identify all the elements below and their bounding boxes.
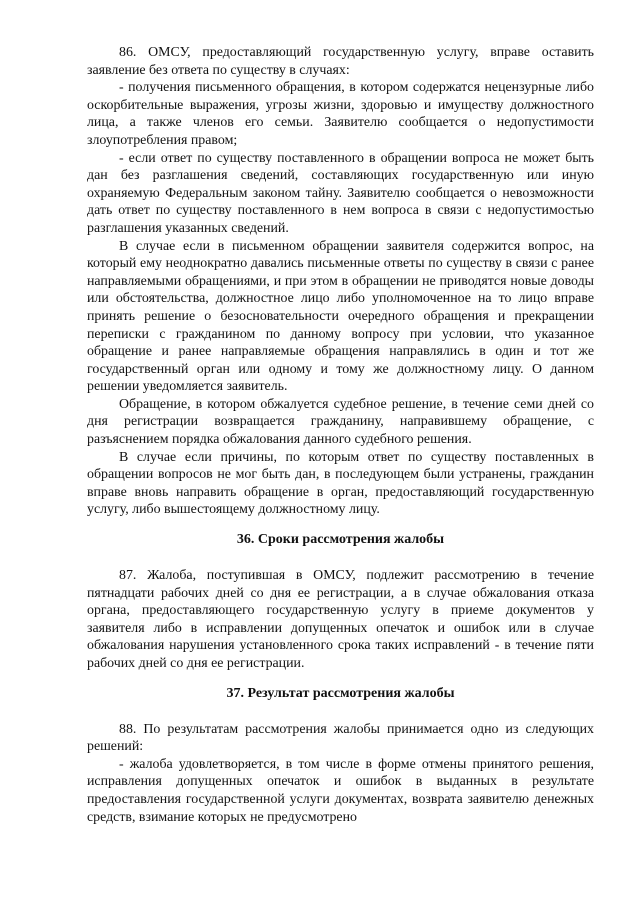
- paragraph-86-intro: 86. ОМСУ, предоставляющий государственную услугу, вправе оставить заявление без ответа по существу в случаях:: [87, 45, 594, 78]
- paragraph-86-item-2: - если ответ по существу поставленного в обращении вопроса не может быть дан без разглашения сведений, составляющих государственную или иную охраняемую Федеральным законом тайну. Заявителю сообщается о невозможности дать ответ по существу поставленного в нем вопроса в связи с недопустимостью разглашения указанных сведений.: [87, 150, 594, 236]
- paragraph-court-decision: Обращение, в котором обжалуется судебное решение, в течение семи дней со дня регистрации возвращается гражданину, направившему обращение, с разъяснением порядка обжалования данного судебного решения.: [87, 396, 594, 448]
- paragraph-88-intro: 88. По результатам рассмотрения жалобы принимается одно из следующих решений:: [87, 721, 594, 755]
- section-36-heading: 36. Сроки рассмотрения жалобы: [236, 532, 445, 548]
- paragraph-repeated-appeal: В случае если в письменном обращении заявителя содержится вопрос, на который ему неоднократно давались письменные ответы по существу в связи с ранее направляемыми обращениями, и при этом в обращении не приводятся новые доводы или обстоятельства, должностное лицо либо уполномоченное на то лицо вправе принять решение о безосновательности очередного обращения и прекращении переписки с гражданином по данному вопросу при условии, что указанное обращение и ранее направляемые обращения направлялись в один и тот же государственный орган или одному и тому же должностному лицу. О данном решении уведомляется заявитель.: [87, 238, 594, 395]
- paragraph-88-item-1: - жалоба удовлетворяется, в том числе в форме отмены принятого решения, исправления допущенных опечаток и ошибок в выданных в результате предоставления государственной услуги документах, возврата заявителю денежных средств, взимание которых не предусмотрено: [87, 756, 594, 825]
- document-page: [87, 44, 594, 826]
- paragraph-86-item-1: - получения письменного обращения, в котором содержатся нецензурные либо оскорбительные выражения, угрозы жизни, здоровью и имуществу должностного лица, а также членов его семьи. Заявителю сообщается о недопустимости злоупотребления правом;: [87, 80, 594, 148]
- paragraph-reasons-eliminated: В случае если причины, по которым ответ по существу поставленных в обращении вопросов не мог быть дан, в последующем были устранены, гражданин вправе вновь направить обращение в орган, предоставляющий государственную услугу, либо вышестоящему должностному лицу.: [87, 449, 594, 518]
- paragraph-87: 87. Жалоба, поступившая в ОМСУ, подлежит рассмотрению в течение пятнадцати рабочих дней со дня ее регистрации, а в случае обжалования отказа органа, предоставляющего государственную услугу в приеме документов у заявителя либо в исправлении допущенных опечаток и ошибок или в случае обжалования нарушения установленного срока таких исправлений - в течение пяти рабочих дней со дня ее регистрации.: [87, 568, 594, 671]
- section-37-heading: 37. Результат рассмотрения жалобы: [226, 685, 455, 701]
